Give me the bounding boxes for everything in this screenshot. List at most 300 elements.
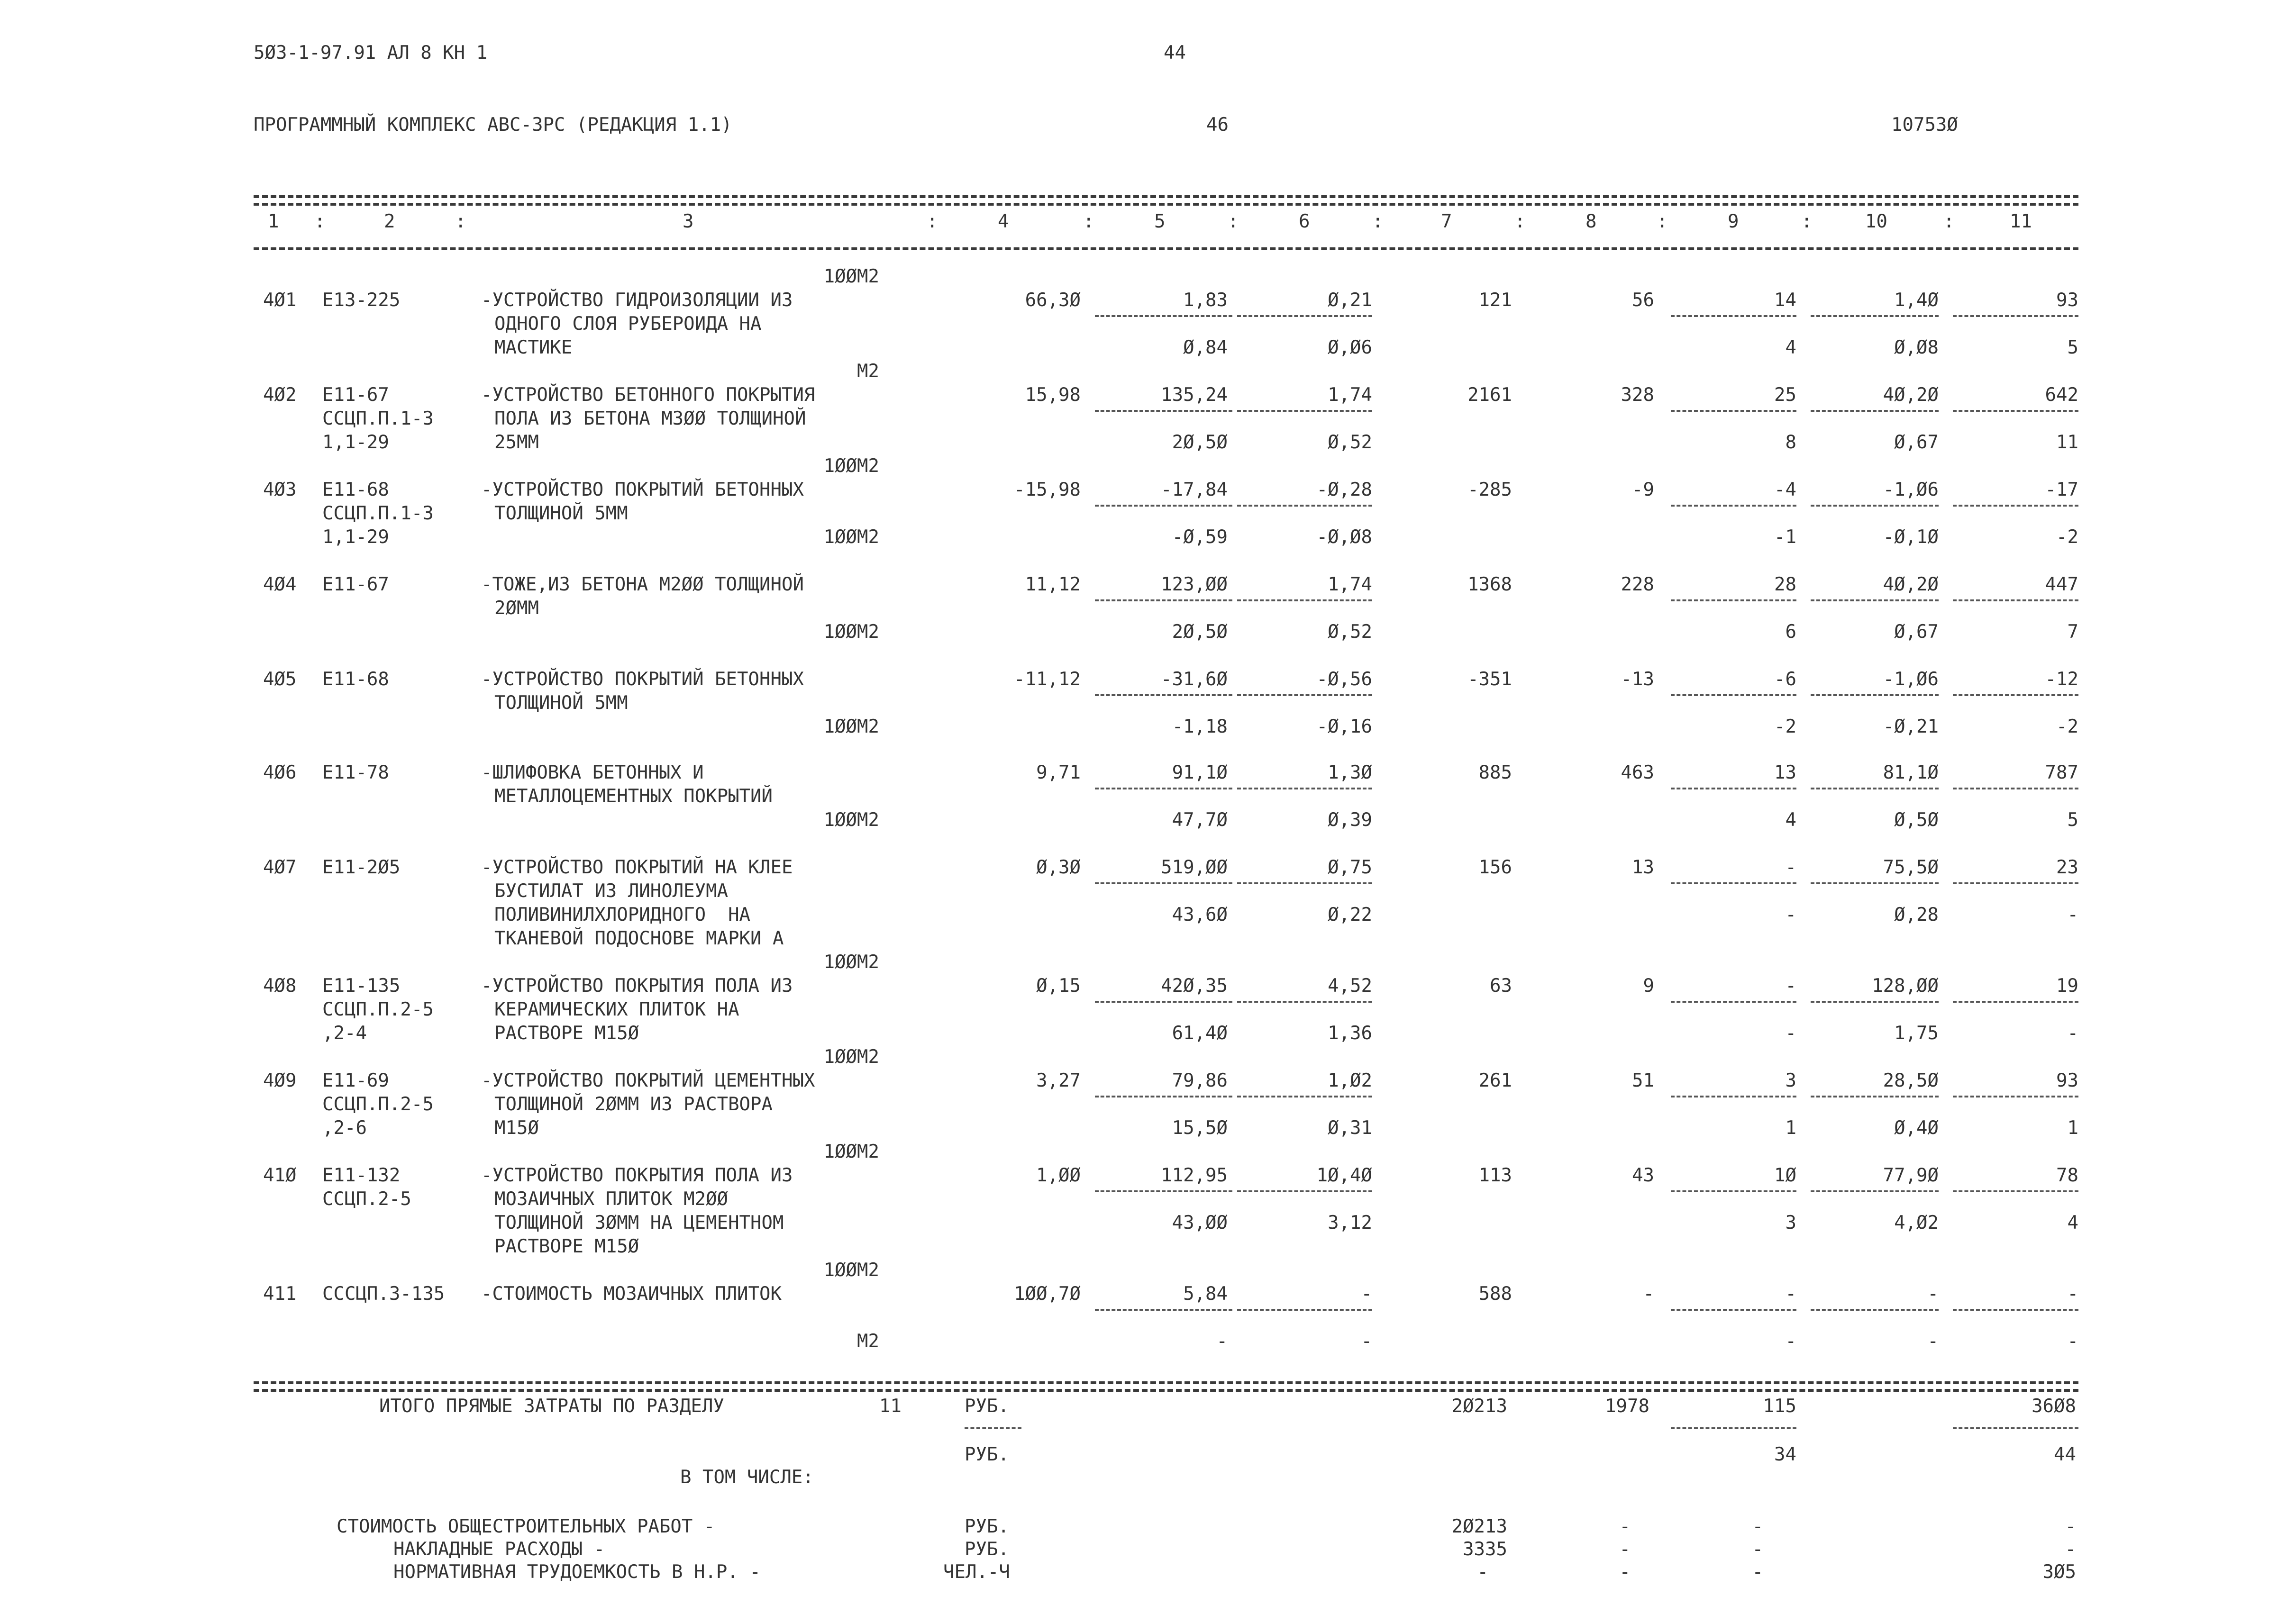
cell-separator-c9 bbox=[1671, 599, 1796, 601]
col-header-4: 4 bbox=[998, 211, 1009, 232]
description-line: М15Ø bbox=[494, 1117, 539, 1139]
cell-separator-c11 bbox=[1953, 315, 2078, 317]
breakdown-col9: - bbox=[1752, 1561, 1763, 1583]
cell-c11: 19 bbox=[2056, 975, 2078, 997]
cell-separator-c5 bbox=[1095, 410, 1232, 412]
cell-qty: -15,98 bbox=[1014, 479, 1081, 500]
norm-code: Е11-132 bbox=[322, 1165, 401, 1186]
breakdown-label: НОРМАТИВНАЯ ТРУДОЕМКОСТЬ В Н.Р. - bbox=[393, 1561, 761, 1583]
cell-c11b: -2 bbox=[2056, 526, 2078, 548]
cell-c5: -17,84 bbox=[1161, 479, 1228, 500]
cell-separator-c5 bbox=[1095, 694, 1232, 696]
page-number: 46 bbox=[1206, 114, 1229, 136]
cell-c6b: Ø,52 bbox=[1328, 432, 1372, 453]
cell-separator-c9 bbox=[1671, 694, 1796, 696]
document-number: 10753Ø bbox=[1891, 114, 1958, 136]
cell-separator-c5 bbox=[1095, 599, 1232, 601]
cell-separator-c9 bbox=[1671, 1190, 1796, 1192]
cell-c10b: Ø,28 bbox=[1894, 904, 1939, 925]
totals-section: 11 bbox=[879, 1396, 902, 1417]
cell-c11: 447 bbox=[2045, 574, 2078, 595]
unit-label: 1ØØМ2 bbox=[823, 621, 879, 643]
description-line: -УСТРОЙСТВО ПОКРЫТИЯ ПОЛА ИЗ bbox=[481, 1165, 793, 1186]
cell-c9: - bbox=[1785, 975, 1796, 997]
norm-code: 1,1-29 bbox=[322, 526, 389, 548]
col-sep: : bbox=[927, 211, 938, 232]
row-number: 4Ø1 bbox=[263, 290, 297, 311]
description-line: ПОЛА ИЗ БЕТОНА М3ØØ ТОЛЩИНОЙ bbox=[494, 408, 806, 429]
cell-c10: 128,ØØ bbox=[1872, 975, 1939, 997]
row-number: 4Ø7 bbox=[263, 857, 297, 878]
cell-c10b: Ø,67 bbox=[1894, 432, 1939, 453]
cell-separator-c11 bbox=[1953, 882, 2078, 884]
description-line: -УСТРОЙСТВО ПОКРЫТИЙ НА КЛЕЕ bbox=[481, 857, 793, 878]
cell-c9b: -2 bbox=[1774, 716, 1796, 737]
cell-c10b: Ø,Ø8 bbox=[1894, 337, 1939, 358]
unit-label: 1ØØМ2 bbox=[823, 266, 879, 287]
cell-separator-c9 bbox=[1671, 1309, 1796, 1311]
cell-c5b: 47,7Ø bbox=[1172, 809, 1228, 831]
totals-currency: РУБ. bbox=[965, 1396, 1009, 1417]
cell-qty: 9,71 bbox=[1036, 762, 1081, 783]
unit-label: 1ØØМ2 bbox=[823, 952, 879, 973]
cell-c5b: 61,4Ø bbox=[1172, 1023, 1228, 1044]
description-line: МОЗАИЧНЫХ ПЛИТОК М2ØØ bbox=[494, 1188, 729, 1210]
cell-separator-c11 bbox=[1953, 694, 2078, 696]
row-number: 4Ø2 bbox=[263, 384, 297, 406]
cell-c8: 51 bbox=[1632, 1070, 1654, 1091]
cell-c7: 113 bbox=[1478, 1165, 1512, 1186]
unit-label: М2 bbox=[857, 1331, 879, 1352]
totals-col9-underline bbox=[1671, 1427, 1796, 1429]
cell-separator-c10 bbox=[1811, 694, 1939, 696]
row-number: 4Ø4 bbox=[263, 574, 297, 595]
breakdown-label: СТОИМОСТЬ ОБЩЕСТРОИТЕЛЬНЫХ РАБОТ - bbox=[337, 1516, 715, 1537]
cell-separator-c11 bbox=[1953, 599, 2078, 601]
cell-c11b: 4 bbox=[2067, 1212, 2078, 1233]
norm-code: ,2-4 bbox=[322, 1023, 367, 1044]
cell-c9: 28 bbox=[1774, 574, 1796, 595]
cell-c11b: 5 bbox=[2067, 809, 2078, 831]
norm-code: ,2-6 bbox=[322, 1117, 367, 1139]
cell-c7: 261 bbox=[1478, 1070, 1512, 1091]
cell-c5: 112,95 bbox=[1161, 1165, 1228, 1186]
cell-separator-c10 bbox=[1811, 410, 1939, 412]
cell-separator-c10 bbox=[1811, 599, 1939, 601]
program-title: ПРОГРАММНЫЙ КОМПЛЕКС АВС-3РС (РЕДАКЦИЯ 1.1) bbox=[254, 114, 732, 136]
cell-c6b: -Ø,16 bbox=[1316, 716, 1372, 737]
cell-qty: 1ØØ,7Ø bbox=[1014, 1283, 1081, 1305]
cell-c11: 93 bbox=[2056, 290, 2078, 311]
cell-c10: -1,Ø6 bbox=[1883, 669, 1939, 690]
cell-c10: 77,9Ø bbox=[1883, 1165, 1939, 1186]
cell-separator-c5 bbox=[1095, 1001, 1232, 1003]
totals-col11-underline bbox=[1953, 1427, 2078, 1429]
col-sep: : bbox=[1801, 211, 1813, 232]
cell-c9: -6 bbox=[1774, 669, 1796, 690]
cell-c10: 4Ø,2Ø bbox=[1883, 384, 1939, 406]
cell-c5: 42Ø,35 bbox=[1161, 975, 1228, 997]
cell-c6: -Ø,56 bbox=[1316, 669, 1372, 690]
cell-separator-c5 bbox=[1095, 1309, 1232, 1311]
cell-c11b: -2 bbox=[2056, 716, 2078, 737]
description-line: -УСТРОЙСТВО ПОКРЫТИЙ БЕТОННЫХ bbox=[481, 669, 804, 690]
col-sep: : bbox=[1657, 211, 1668, 232]
cell-c5: 5,84 bbox=[1183, 1283, 1228, 1305]
cell-separator-c6 bbox=[1237, 788, 1372, 789]
norm-code: 1,1-29 bbox=[322, 432, 389, 453]
col-sep: : bbox=[455, 211, 466, 232]
cell-separator-c6 bbox=[1237, 315, 1372, 317]
row-number: 411 bbox=[263, 1283, 297, 1305]
cell-c6: 1,74 bbox=[1328, 384, 1372, 406]
row-number: 4Ø5 bbox=[263, 669, 297, 690]
totals-currency-underline bbox=[965, 1427, 1021, 1429]
cell-separator-c9 bbox=[1671, 788, 1796, 789]
col-header-8: 8 bbox=[1585, 211, 1597, 232]
totals-label: ИТОГО ПРЯМЫЕ ЗАТРАТЫ ПО РАЗДЕЛУ bbox=[379, 1396, 724, 1417]
description-line: -УСТРОЙСТВО БЕТОННОГО ПОКРЫТИЯ bbox=[481, 384, 815, 406]
description-line: ОДНОГО СЛОЯ РУБЕРОИДА НА bbox=[494, 313, 762, 335]
col-header-11: 11 bbox=[2010, 211, 2032, 232]
cell-c6b: 1,36 bbox=[1328, 1023, 1372, 1044]
cell-c9: -4 bbox=[1774, 479, 1796, 500]
cell-c9b: - bbox=[1785, 1331, 1796, 1352]
cell-separator-c6 bbox=[1237, 1190, 1372, 1192]
col-header-6: 6 bbox=[1299, 211, 1310, 232]
cell-c11b: 7 bbox=[2067, 621, 2078, 643]
cell-c5: -31,6Ø bbox=[1161, 669, 1228, 690]
cell-c9: - bbox=[1785, 1283, 1796, 1305]
cell-c6b: Ø,39 bbox=[1328, 809, 1372, 831]
col-header-10: 10 bbox=[1865, 211, 1887, 232]
cell-qty: Ø,3Ø bbox=[1036, 857, 1081, 878]
totals-currency-2: РУБ. bbox=[965, 1444, 1009, 1465]
cell-c9b: - bbox=[1785, 904, 1796, 925]
doc-code: 5Ø3-1-97.91 АЛ 8 КН 1 bbox=[254, 42, 488, 63]
breakdown-col11: - bbox=[2065, 1539, 2076, 1560]
cell-separator-c9 bbox=[1671, 882, 1796, 884]
cell-c5: 79,86 bbox=[1172, 1070, 1228, 1091]
cell-separator-c10 bbox=[1811, 315, 1939, 317]
description-line: РАСТВОРЕ М15Ø bbox=[494, 1023, 639, 1044]
totals-col9: 115 bbox=[1763, 1396, 1796, 1417]
cell-c9b: 4 bbox=[1785, 809, 1796, 831]
breakdown-unit: РУБ. bbox=[965, 1539, 1009, 1560]
norm-code: ССЦП.П.2-5 bbox=[322, 1094, 434, 1115]
cell-c10b: Ø,4Ø bbox=[1894, 1117, 1939, 1139]
cell-c8: -13 bbox=[1621, 669, 1654, 690]
cell-c6: 4,52 bbox=[1328, 975, 1372, 997]
col-header-2: 2 bbox=[384, 211, 395, 232]
cell-separator-c10 bbox=[1811, 1309, 1939, 1311]
breakdown-col11: 3Ø5 bbox=[2042, 1561, 2076, 1583]
norm-code: Е11-67 bbox=[322, 574, 389, 595]
cell-c9b: 6 bbox=[1785, 621, 1796, 643]
cell-separator-c5 bbox=[1095, 882, 1232, 884]
cell-separator-c9 bbox=[1671, 315, 1796, 317]
breakdown-col8: - bbox=[1619, 1561, 1631, 1583]
cell-qty: 15,98 bbox=[1025, 384, 1081, 406]
cell-c5b: 15,5Ø bbox=[1172, 1117, 1228, 1139]
cell-c7: 121 bbox=[1478, 290, 1512, 311]
cell-separator-c10 bbox=[1811, 882, 1939, 884]
cell-c9: 14 bbox=[1774, 290, 1796, 311]
row-number: 41Ø bbox=[263, 1165, 297, 1186]
cell-separator-c11 bbox=[1953, 788, 2078, 789]
cell-c6b: Ø,22 bbox=[1328, 904, 1372, 925]
cell-c5: 135,24 bbox=[1161, 384, 1228, 406]
cell-c6b: Ø,Ø6 bbox=[1328, 337, 1372, 358]
cell-c8: 228 bbox=[1621, 574, 1654, 595]
cell-c6b: - bbox=[1361, 1331, 1372, 1352]
description-line: -УСТРОЙСТВО ПОКРЫТИЯ ПОЛА ИЗ bbox=[481, 975, 793, 997]
row-number: 4Ø6 bbox=[263, 762, 297, 783]
cell-c6: -Ø,28 bbox=[1316, 479, 1372, 500]
cell-c9: 3 bbox=[1785, 1070, 1796, 1091]
norm-code: ССЦП.2-5 bbox=[322, 1188, 411, 1210]
cell-c10b: -Ø,21 bbox=[1883, 716, 1939, 737]
cell-c10b: Ø,5Ø bbox=[1894, 809, 1939, 831]
unit-label: 1ØØМ2 bbox=[823, 455, 879, 477]
breakdown-col9: - bbox=[1752, 1516, 1763, 1537]
row-number: 4Ø9 bbox=[263, 1070, 297, 1091]
cell-c5: 123,ØØ bbox=[1161, 574, 1228, 595]
cell-c11: 78 bbox=[2056, 1165, 2078, 1186]
col-header-7: 7 bbox=[1441, 211, 1452, 232]
norm-code: Е11-2Ø5 bbox=[322, 857, 401, 878]
cell-c6: 1Ø,4Ø bbox=[1316, 1165, 1372, 1186]
cell-c8: 56 bbox=[1632, 290, 1654, 311]
cell-c7: 1368 bbox=[1467, 574, 1512, 595]
cell-c7: 63 bbox=[1490, 975, 1512, 997]
cell-c8: -9 bbox=[1632, 479, 1654, 500]
cell-c9: 25 bbox=[1774, 384, 1796, 406]
cell-c6b: 3,12 bbox=[1328, 1212, 1372, 1233]
cell-separator-c6 bbox=[1237, 505, 1372, 507]
cell-separator-c6 bbox=[1237, 882, 1372, 884]
cell-separator-c9 bbox=[1671, 1096, 1796, 1097]
norm-code: СССЦП.3-135 bbox=[322, 1283, 445, 1305]
cell-separator-c11 bbox=[1953, 1309, 2078, 1311]
totals-col11-bottom: 44 bbox=[2054, 1444, 2076, 1465]
cell-c9b: 8 bbox=[1785, 432, 1796, 453]
cell-c6b: -Ø,Ø8 bbox=[1316, 526, 1372, 548]
cell-c10b: - bbox=[1927, 1331, 1939, 1352]
cell-separator-c9 bbox=[1671, 1001, 1796, 1003]
col-header-9: 9 bbox=[1728, 211, 1739, 232]
cell-separator-c11 bbox=[1953, 1096, 2078, 1097]
norm-code: Е13-225 bbox=[322, 290, 401, 311]
cell-c8: - bbox=[1643, 1283, 1654, 1305]
cell-qty: 11,12 bbox=[1025, 574, 1081, 595]
col-sep: : bbox=[1514, 211, 1526, 232]
cell-c6: - bbox=[1361, 1283, 1372, 1305]
cell-c5b: - bbox=[1216, 1331, 1228, 1352]
norm-code: Е11-67 bbox=[322, 384, 389, 406]
cell-separator-c11 bbox=[1953, 1190, 2078, 1192]
cell-c11b: - bbox=[2067, 904, 2078, 925]
unit-label: 1ØØМ2 bbox=[823, 809, 879, 831]
cell-c10: - bbox=[1927, 1283, 1939, 1305]
description-line: -УСТРОЙСТВО ПОКРЫТИЙ ЦЕМЕНТНЫХ bbox=[481, 1070, 815, 1091]
top-rule-1 bbox=[254, 195, 2078, 198]
cell-c11: 642 bbox=[2045, 384, 2078, 406]
totals-col9-bottom: 34 bbox=[1774, 1444, 1796, 1465]
description-line: -УСТРОЙСТВО ГИДРОИЗОЛЯЦИИ ИЗ bbox=[481, 290, 793, 311]
cell-c8: 328 bbox=[1621, 384, 1654, 406]
cell-c7: 2161 bbox=[1467, 384, 1512, 406]
norm-code: Е11-68 bbox=[322, 669, 389, 690]
cell-c9: - bbox=[1785, 857, 1796, 878]
cell-separator-c9 bbox=[1671, 410, 1796, 412]
cell-c8: 43 bbox=[1632, 1165, 1654, 1186]
cell-separator-c11 bbox=[1953, 1001, 2078, 1003]
cell-c5b: -Ø,59 bbox=[1172, 526, 1228, 548]
breakdown-unit: РУБ. bbox=[965, 1516, 1009, 1537]
cell-c10: -1,Ø6 bbox=[1883, 479, 1939, 500]
cell-c7: -351 bbox=[1467, 669, 1512, 690]
totals-col8: 1978 bbox=[1605, 1396, 1649, 1417]
description-line: ТОЛЩИНОЙ 2ØММ ИЗ РАСТВОРА bbox=[494, 1094, 773, 1115]
col-sep: : bbox=[314, 211, 326, 232]
breakdown-unit: ЧЕЛ.-Ч bbox=[943, 1561, 1010, 1583]
cell-separator-c5 bbox=[1095, 1190, 1232, 1192]
cell-c5b: Ø,84 bbox=[1183, 337, 1228, 358]
breakdown-col7: 3335 bbox=[1463, 1539, 1507, 1560]
cell-c11b: - bbox=[2067, 1023, 2078, 1044]
cell-separator-c10 bbox=[1811, 505, 1939, 507]
cell-qty: 1,ØØ bbox=[1036, 1165, 1081, 1186]
cell-c10: 28,5Ø bbox=[1883, 1070, 1939, 1091]
cell-c5b: 43,6Ø bbox=[1172, 904, 1228, 925]
cell-separator-c6 bbox=[1237, 1096, 1372, 1097]
unit-label: М2 bbox=[857, 361, 879, 382]
cell-c7: 885 bbox=[1478, 762, 1512, 783]
totals-rule-2 bbox=[254, 1389, 2078, 1392]
description-line: 25ММ bbox=[494, 432, 539, 453]
cell-c8: 13 bbox=[1632, 857, 1654, 878]
cell-separator-c11 bbox=[1953, 505, 2078, 507]
cell-c5b: 2Ø,5Ø bbox=[1172, 432, 1228, 453]
description-line: -СТОИМОСТЬ МОЗАИЧНЫХ ПЛИТОК bbox=[481, 1283, 782, 1305]
unit-label: 1ØØМ2 bbox=[823, 1046, 879, 1068]
cell-c9b: 1 bbox=[1785, 1117, 1796, 1139]
cell-separator-c5 bbox=[1095, 1096, 1232, 1097]
cell-c10b: 4,Ø2 bbox=[1894, 1212, 1939, 1233]
description-line: 2ØММ bbox=[494, 598, 539, 619]
cell-separator-c6 bbox=[1237, 410, 1372, 412]
totals-col7: 2Ø213 bbox=[1451, 1396, 1507, 1417]
cell-c11: -12 bbox=[2045, 669, 2078, 690]
description-line: ПОЛИВИНИЛХЛОРИДНОГО НА bbox=[494, 904, 751, 925]
norm-code: ССЦП.П.1-3 bbox=[322, 408, 434, 429]
cell-c6: Ø,75 bbox=[1328, 857, 1372, 878]
cell-c11: 787 bbox=[2045, 762, 2078, 783]
cell-separator-c5 bbox=[1095, 788, 1232, 789]
breakdown-label: НАКЛАДНЫЕ РАСХОДЫ - bbox=[393, 1539, 605, 1560]
cell-c10: 4Ø,2Ø bbox=[1883, 574, 1939, 595]
cell-separator-c6 bbox=[1237, 599, 1372, 601]
description-line: МЕТАЛЛОЦЕМЕНТНЫХ ПОКРЫТИЙ bbox=[494, 786, 773, 807]
header-bottom-rule bbox=[254, 247, 2078, 250]
description-line: ТОЛЩИНОЙ 5ММ bbox=[494, 692, 628, 714]
cell-c5: 91,1Ø bbox=[1172, 762, 1228, 783]
breakdown-col8: - bbox=[1619, 1516, 1631, 1537]
description-line: РАСТВОРЕ М15Ø bbox=[494, 1236, 639, 1257]
cell-c11: - bbox=[2067, 1283, 2078, 1305]
cell-c9b: - bbox=[1785, 1023, 1796, 1044]
cell-c11: 93 bbox=[2056, 1070, 2078, 1091]
cell-qty: -11,12 bbox=[1014, 669, 1081, 690]
totals-col11: 36Ø8 bbox=[2032, 1396, 2076, 1417]
col-sep: : bbox=[1083, 211, 1094, 232]
top-rule-2 bbox=[254, 203, 2078, 206]
cell-c6: 1,3Ø bbox=[1328, 762, 1372, 783]
cell-c10b: Ø,67 bbox=[1894, 621, 1939, 643]
description-line: -ТОЖЕ,ИЗ БЕТОНА М2ØØ ТОЛЩИНОЙ bbox=[481, 574, 804, 595]
norm-code: ССЦП.П.1-3 bbox=[322, 503, 434, 524]
cell-c6: Ø,21 bbox=[1328, 290, 1372, 311]
cell-c5b: 2Ø,5Ø bbox=[1172, 621, 1228, 643]
col-header-3: 3 bbox=[683, 211, 694, 232]
page-top-number: 44 bbox=[1164, 42, 1186, 63]
cell-c9: 13 bbox=[1774, 762, 1796, 783]
cell-c10: 75,5Ø bbox=[1883, 857, 1939, 878]
cell-c11b: 5 bbox=[2067, 337, 2078, 358]
cell-separator-c10 bbox=[1811, 788, 1939, 789]
cell-c5: 1,83 bbox=[1183, 290, 1228, 311]
cell-c11b: - bbox=[2067, 1331, 2078, 1352]
description-line: КЕРАМИЧЕСКИХ ПЛИТОК НА bbox=[494, 999, 739, 1020]
unit-label: 1ØØМ2 bbox=[823, 1141, 879, 1162]
cell-c6: 1,Ø2 bbox=[1328, 1070, 1372, 1091]
row-number: 4Ø3 bbox=[263, 479, 297, 500]
cell-separator-c5 bbox=[1095, 315, 1232, 317]
cell-c11b: 11 bbox=[2056, 432, 2078, 453]
cell-c11b: 1 bbox=[2067, 1117, 2078, 1139]
description-line: -УСТРОЙСТВО ПОКРЫТИЙ БЕТОННЫХ bbox=[481, 479, 804, 500]
cell-c9: 1Ø bbox=[1774, 1165, 1796, 1186]
cell-c5b: 43,ØØ bbox=[1172, 1212, 1228, 1233]
cell-qty: 66,3Ø bbox=[1025, 290, 1081, 311]
unit-label: 1ØØМ2 bbox=[823, 716, 879, 737]
cell-c9b: -1 bbox=[1774, 526, 1796, 548]
description-line: -ШЛИФОВКА БЕТОННЫХ И bbox=[481, 762, 704, 783]
col-header-5: 5 bbox=[1154, 211, 1166, 232]
cell-separator-c10 bbox=[1811, 1001, 1939, 1003]
cell-c10b: 1,75 bbox=[1894, 1023, 1939, 1044]
cell-c10: 1,4Ø bbox=[1894, 290, 1939, 311]
breakdown-col11: - bbox=[2065, 1516, 2076, 1537]
cell-c7: 156 bbox=[1478, 857, 1512, 878]
cell-c6b: Ø,52 bbox=[1328, 621, 1372, 643]
breakdown-col7: 2Ø213 bbox=[1451, 1516, 1507, 1537]
cell-c8: 9 bbox=[1643, 975, 1654, 997]
description-line: БУСТИЛАТ ИЗ ЛИНОЛЕУМА bbox=[494, 880, 729, 902]
cell-c10b: -Ø,1Ø bbox=[1883, 526, 1939, 548]
cell-separator-c10 bbox=[1811, 1190, 1939, 1192]
col-header-1: 1 bbox=[268, 211, 279, 232]
description-line: ТОЛЩИНОЙ 5ММ bbox=[494, 503, 628, 524]
cell-c7: 588 bbox=[1478, 1283, 1512, 1305]
cell-c9b: 3 bbox=[1785, 1212, 1796, 1233]
norm-code: Е11-69 bbox=[322, 1070, 389, 1091]
cell-c9b: 4 bbox=[1785, 337, 1796, 358]
breakdown-col7: - bbox=[1477, 1561, 1488, 1583]
cell-separator-c6 bbox=[1237, 1309, 1372, 1311]
breakdown-col9: - bbox=[1752, 1539, 1763, 1560]
